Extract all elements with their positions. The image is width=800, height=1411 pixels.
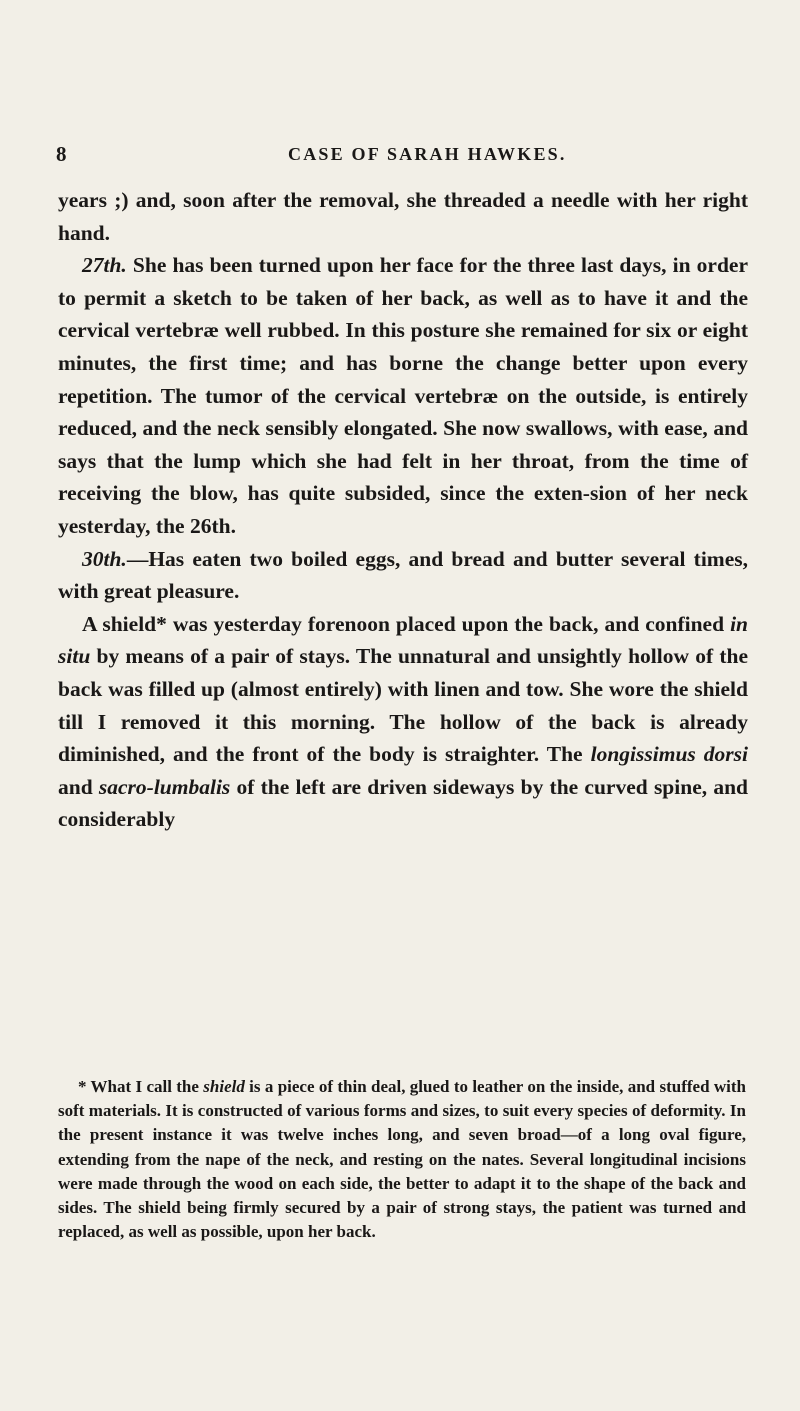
paragraph-text: and <box>58 774 99 799</box>
paragraph-shield <box>58 608 748 836</box>
footnote-text <box>58 1075 746 1244</box>
footnote <box>58 1075 746 1244</box>
paragraph-30th <box>58 543 748 608</box>
paragraph-27th <box>58 249 748 542</box>
paragraph-text: years ;) and, soon after the removal, she threaded a needle with her right hand. <box>58 188 748 245</box>
paragraph-text: —Has eaten two boiled eggs, and bread and butter several times, with great pleasure. <box>58 546 748 604</box>
footnote-part: * What I call the <box>78 1077 204 1096</box>
main-text <box>58 184 748 836</box>
paragraph-continuation <box>58 184 748 249</box>
date-label: 30th. <box>82 546 127 571</box>
running-head: CASE OF SARAH HAWKES. <box>288 144 567 164</box>
italic-term: sacro-lumbalis <box>98 774 231 799</box>
italic-term: in situ <box>58 611 748 669</box>
paragraph-text: by means of a pair of stays. The unnatural and unsightly hollow of the back was filled up (almost entirely) with linen and tow. She wore the shield till I removed it this morning. The hollow of the back is already diminished, and the front of the body is straighter. The <box>58 644 748 767</box>
italic-term: longissimus dorsi <box>590 742 748 767</box>
footnote-part: is a piece of thin deal, glued to leather on the inside, and stuffed with soft materials. It is constructed of various forms and sizes, to suit every species of deformity. In the present instance it was twelve inches long, and seven broad—of a long oval figure, extending from the nape of the neck, and resting on the nates. Several longitudinal incisions were made through the wood on each side, the better to adapt it to the shape of the back and sides. The shield being firmly secured by a pair of strong stays, the patient was turned and replaced, as well as possible, upon her back. <box>58 1077 746 1242</box>
paragraph-text: of the left are driven sideways by the curved spine, and considerably <box>58 774 748 832</box>
paragraph-text: A shield* was yesterday forenoon placed upon the back, and confined <box>82 611 731 636</box>
italic-term: shield <box>203 1077 245 1096</box>
page-number: 8 <box>56 142 67 166</box>
paragraph-text: She has been turned upon her face for the three last days, in order to permit a sketch to be taken of her back, as well as to have it and the cervical vertebræ well rubbed. In this posture she remained for six or eight minutes, the first time; and has borne the change better upon every repetition. The tumor of the cervical vertebræ on the outside, is entirely reduced, and the neck sensibly elongated. She now swallows, with ease, and says that the lump which she had felt in her throat, from the time of receiving the blow, has quite subsided, since the exten-sion of her neck yesterday, the 26th. <box>58 253 748 538</box>
date-label: 27th. <box>82 253 127 278</box>
page-header <box>56 142 746 172</box>
